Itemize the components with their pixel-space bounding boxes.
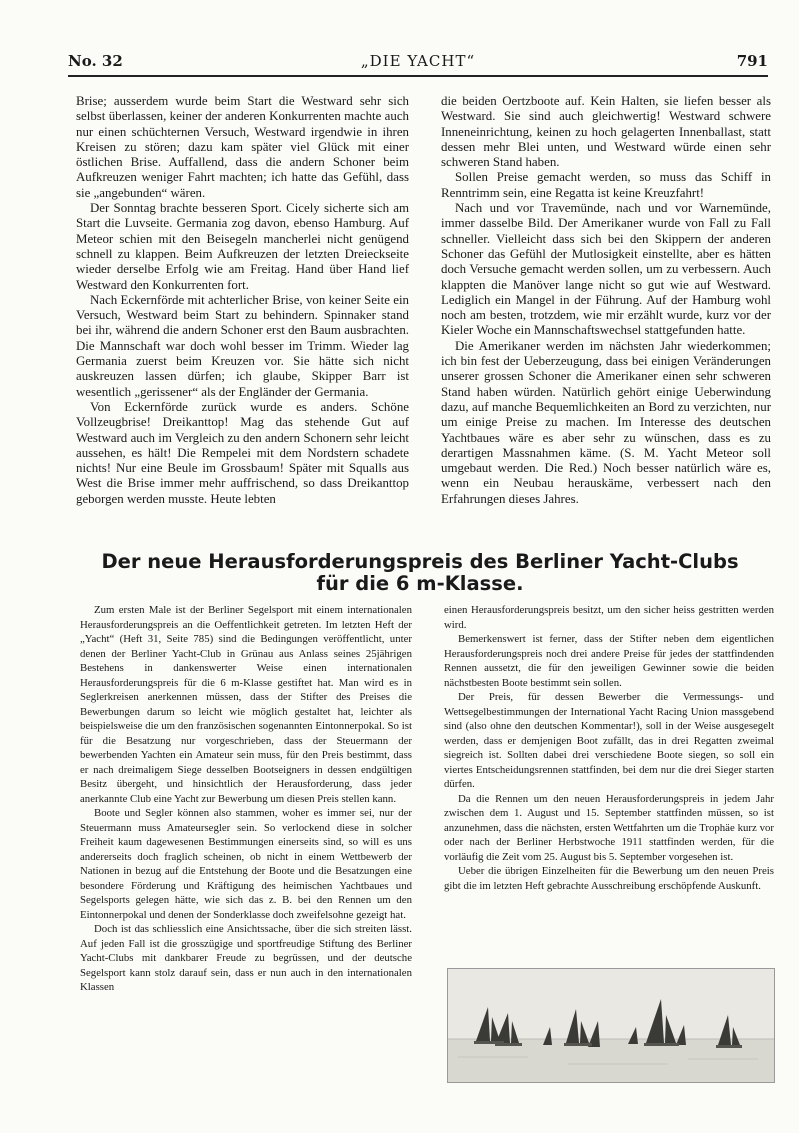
paragraph: Von Eckernförde zurück wurde es anders. Schöne Vollzeugbrise! Dreikanttop! Mag das stehende Gut auf Westward auch im Vergleich zu den andern Schonern sehr leicht aussehen, es hält! Die Rempelei mit dem Nordstern schadete nichts! Nur eine Beule im Grossbaum! Später mit Squalls aus West die Brise immer mehr auffrischend, so dass Dreikanttop geborgen werden musste. Heute lebten [76,399,409,506]
paragraph: Sollen Preise gemacht werden, so muss das Schiff in Renntrimm sein, eine Regatta ist keine Kreuzfahrt! [441,170,771,200]
page-number: 791 [736,52,768,70]
paragraph: Der Sonntag brachte besseren Sport. Cicely sicherte sich am Start die Luvseite. Germania zog davon, ebenso Hamburg. Auf Meteor schien mit den Beisegeln mancherlei nicht genügend schnell zu klappen. Beim Aufkreuzen der letzten Dreieckseite wieder derselbe Erfolg wie am Freitag. Hand über Hand lief Westward den Konkurrenten fort. [76,201,409,292]
header-rule [68,75,768,77]
article-right-column [444,603,774,893]
top-right-column [441,94,771,507]
paragraph: Nach Eckernförde mit achterlicher Brise, von keiner Seite ein Versuch, Westward beim Start zu behindern. Spinnaker stand bei ihr, während die andern Schoner erst den Baum ausbrachten. Die Mannschaft war doch wohl besser im Trimm. Wieder lag Germania zuerst beim Kreuzen vor. Sie hätte sich nicht auskreuzen lassen dürfen; ich glaube, Skipper Barr ist wesentlich „gerissener“ als der Engländer der Germania. [76,292,409,399]
article-title-line: für die 6 m-Klasse. [316,572,524,595]
issue-number: No. 32 [68,52,123,70]
paragraph: Boote und Segler können also stammen, woher es immer sei, nur der Steuermann muss Amateursegler sein. So verlockend diese in solcher Freiheit kaum dagewesenen Bestimmungen einerseits sind, so will es uns andererseits doch fraglich scheinen, ob nicht in einem Wettbewerb der Nationen in bezug auf die Entstehung der Boote und die Besatzungen eine besondere Förderung und Kräftigung des heimischen Yachtbaues und Segelsports gelegen hätte, wie sich das z. B. bei den Rennen um den Eintonnerpokal und denen der Sonderklasse doch zweifelsohne gezeigt hat. [80,807,412,921]
yachts-illustration [448,969,774,1082]
paragraph: Die Amerikaner werden im nächsten Jahr wiederkommen; ich bin fest der Ueberzeugung, dass bei einigen Veränderungen unserer grossen Schoner die Amerikaner einen sehr schweren Stand haben würden. Natürlich gehört einige Ueberwindung dazu, auf manche Bequemlichkeiten an Bord zu verzichten, nur um einige Preise zu machen. Im Interesse des deutschen Yachtbaues wäre es aber sehr zu wünschen, dass es zu derartigen Massnahmen käme. (S. M. Yacht Meteor soll umgebaut werden. Die Red.) Noch besser natürlich wäre es, wenn ein Neubau herauskäme, verbessert nach den Erfahrungen dieses Jahres. [441,338,771,506]
page-header [68,52,768,74]
article-title [60,551,780,595]
paragraph: die beiden Oertzboote auf. Kein Halten, sie liefen besser als Westward. Sie sind auch gleichwertig! Westward schwere Inneneinrichtung, keinen zu hoch gelagerten Innenballast, statt dessen mehr Blei unten, und Westward würde einen sehr schweren Stand haben. [441,94,771,170]
paragraph: Bemerkenswert ist ferner, dass der Stifter neben dem eigentlichen Herausforderungspreis noch drei andere Preise für jedes der stattfindenden Rennen aussetzt, die für den jeweiligen Gewinner sowie die beiden nächstbesten Boote bestimmt sein sollen. [444,633,774,689]
paragraph: Brise; ausserdem wurde beim Start die Westward sehr sich selbst überlassen, keiner der anderen Konkurrenten machte auch nur einen schüchternen Versuch, Westward irgendwie in ihren Kreisen zu stören; dazu kam später viel Glück mit einer östlichen Brise. Auffallend, dass die andern Schoner beim Aufkreuzen weniger Fahrt machten; ich hatte das Gefühl, dass sie „angebunden“ wären. [76,94,409,200]
paragraph: Da die Rennen um den neuen Herausforderungspreis in jedem Jahr zwischen dem 1. August und 15. September stattfinden müssen, so ist anzunehmen, dass die nächsten, ersten Wettfahrten um die Trophäe kurz vor oder nach der Berliner Herbstwoche 1911 stattfinden werden, für die vorläufig die Zeit vom 25. August bis 5. September vorgesehen ist. [444,792,774,863]
article-left-column [80,603,412,995]
top-left-column [76,94,409,507]
paragraph: Ueber die übrigen Einzelheiten für die Bewerbung um den neuen Preis gibt die im letzten Heft gebrachte Ausschreibung erschöpfende Auskunft. [444,865,774,892]
paragraph: Nach und vor Travemünde, nach und vor Warnemünde, immer dasselbe Bild. Der Amerikaner wurde von Fall zu Fall schneller. Vielleicht dass sich bei den Skippern der anderen Schoner das Gefühl der Mutlosigkeit einstellte, aber es hätten doch Versuche gemacht werden sollen, um zu verbessern. Auch klappten die Manöver lange nicht so gut wie auf Westward. Lediglich ein Mangel in der Führung. Auf der Hamburg wohl noch am besten, trotzdem, wie mir erzählt wurde, kurz vor der Kieler Woche ein Mannschaftswechsel stattgefunden hatte. [441,201,771,338]
paragraph: Doch ist das schliesslich eine Ansichtssache, über die sich streiten lässt. Auf jeden Fall ist die grosszügige und sportfreudige Stiftung des Berliner Yacht-Clubs mit dankbarer Freude zu begrüssen, und der deutsche Segelsport kann stolz darauf sein, dass er nun auch in den internationalen Klassen [80,923,412,993]
journal-title: „DIE YACHT“ [360,52,476,70]
paragraph: einen Herausforderungspreis besitzt, um den sicher heiss gestritten werden wird. [444,604,774,631]
sailing-yachts-photo [447,968,775,1083]
article-title-line: Der neue Herausforderungspreis des Berliner Yacht-Clubs [101,550,739,573]
paragraph: Zum ersten Male ist der Berliner Segelsport mit einem internationalen Herausforderungspreis an die Oeffentlichkeit getreten. Im letzten Heft der „Yacht“ (Heft 31, Seite 785) sind die Bedingungen veröffentlicht, unter denen der Berliner Yacht-Club in Grünau aus Anlass seines 25jährigen Bestehens in dankenswerter Weise einen internationalen Herausforderungspreis für die 6 m-Klasse gestiftet hat. Man wird es in Seglerkreisen anerkennen müssen, dass der Stifter des Preises die Bewerbungen darum so leicht wie möglich gestaltet hat, leichter als beispielsweise die um den französischen sogenannten Eintonnerpokal. So ist für die Besatzung nur vorgeschrieben, dass der Steuermann der bewerbenden Yachten ein Amateur sein muss, für den Preis bestimmt, dass er nach dreimaligem Siege desselben Bootseigners in dessen endgültigen Besitz übergeht, und hinsichtlich der Herausforderung, dass jeder anerkannte Club eine Yacht zur Bewerbung um diesen Preis stellen kann. [80,604,412,805]
paragraph: Der Preis, für dessen Bewerber die Vermessungs- und Wettsegelbestimmungen der International Yacht Racing Union massgebend sind (also ohne den deutschen Kommentar!), soll in der Weise ausgesegelt werden, dass er demjenigen Boot zufällt, das in drei Regatten zweimal siegreich ist. Sollten dabei drei verschiedene Boote siegen, so soll ein viertes Entscheidungsrennen stattfinden, bei dem nur die drei Sieger starten dürfen. [444,691,774,790]
